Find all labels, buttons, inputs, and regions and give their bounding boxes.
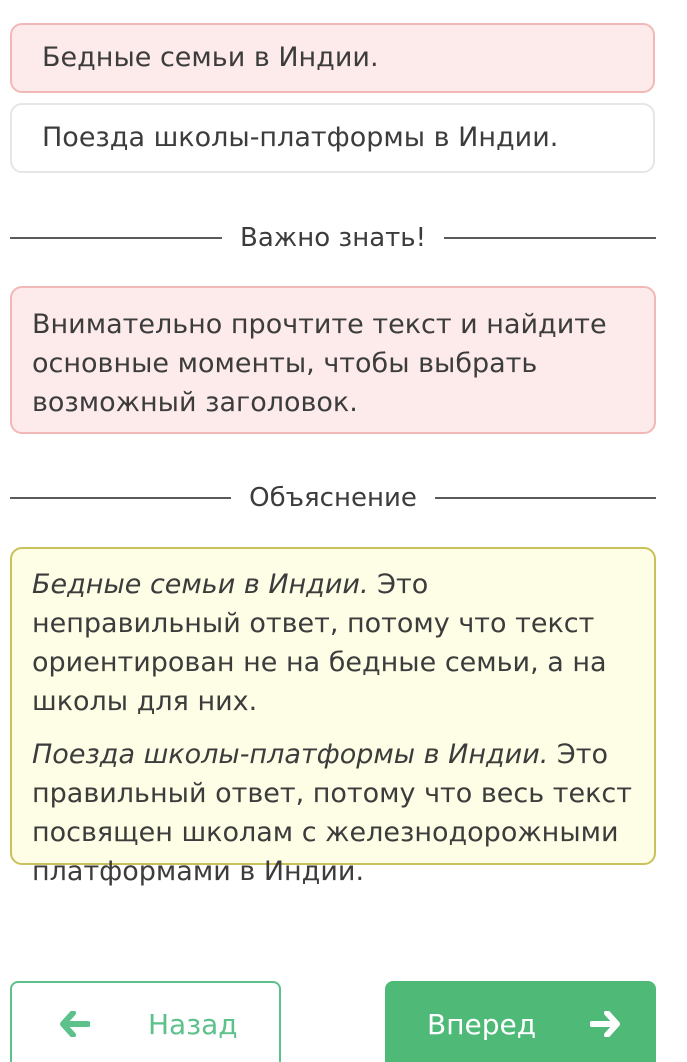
divider-line [10,237,222,239]
next-button[interactable] [385,981,656,1062]
arrow-left-icon [60,1011,90,1037]
important-hint-box [10,286,656,434]
answer-option-label: Поезда школы-платформы в Индии. [42,122,559,153]
answer-option-correct[interactable] [10,103,655,173]
explanation-heading: Объяснение [249,483,417,513]
arrow-right-icon [590,1011,620,1037]
explanation-paragraph-wrong [32,565,634,721]
back-button[interactable] [10,981,281,1062]
next-button-label: Вперед [427,1007,537,1041]
explanation-divider [10,478,656,518]
explanation-text: Это правильный ответ, потому что весь текст посвящен школам с железнодорожными платформами в Индии. [32,739,632,887]
explanation-option-title: Бедные семьи в Индии. [32,569,369,600]
explanation-paragraph-correct [32,735,634,891]
answer-option-wrong[interactable] [10,23,655,93]
explanation-box [10,547,656,887]
divider-line [435,497,656,499]
back-button-label: Назад [148,1007,238,1041]
divider-line [10,497,231,499]
divider-line [444,237,656,239]
explanation-option-title: Поезда школы-платформы в Индии. [32,739,549,770]
explanation-text: Это неправильный ответ, потому что текст ориентирован не на бедные семьи, а на школы для них. [32,569,607,717]
important-heading: Важно знать! [240,223,427,253]
important-divider [10,218,656,258]
important-hint-text: Внимательно прочтите текст и найдите основные моменты, чтобы выбрать возможный заголовок. [32,309,607,418]
answer-option-label: Бедные семьи в Индии. [42,42,379,73]
